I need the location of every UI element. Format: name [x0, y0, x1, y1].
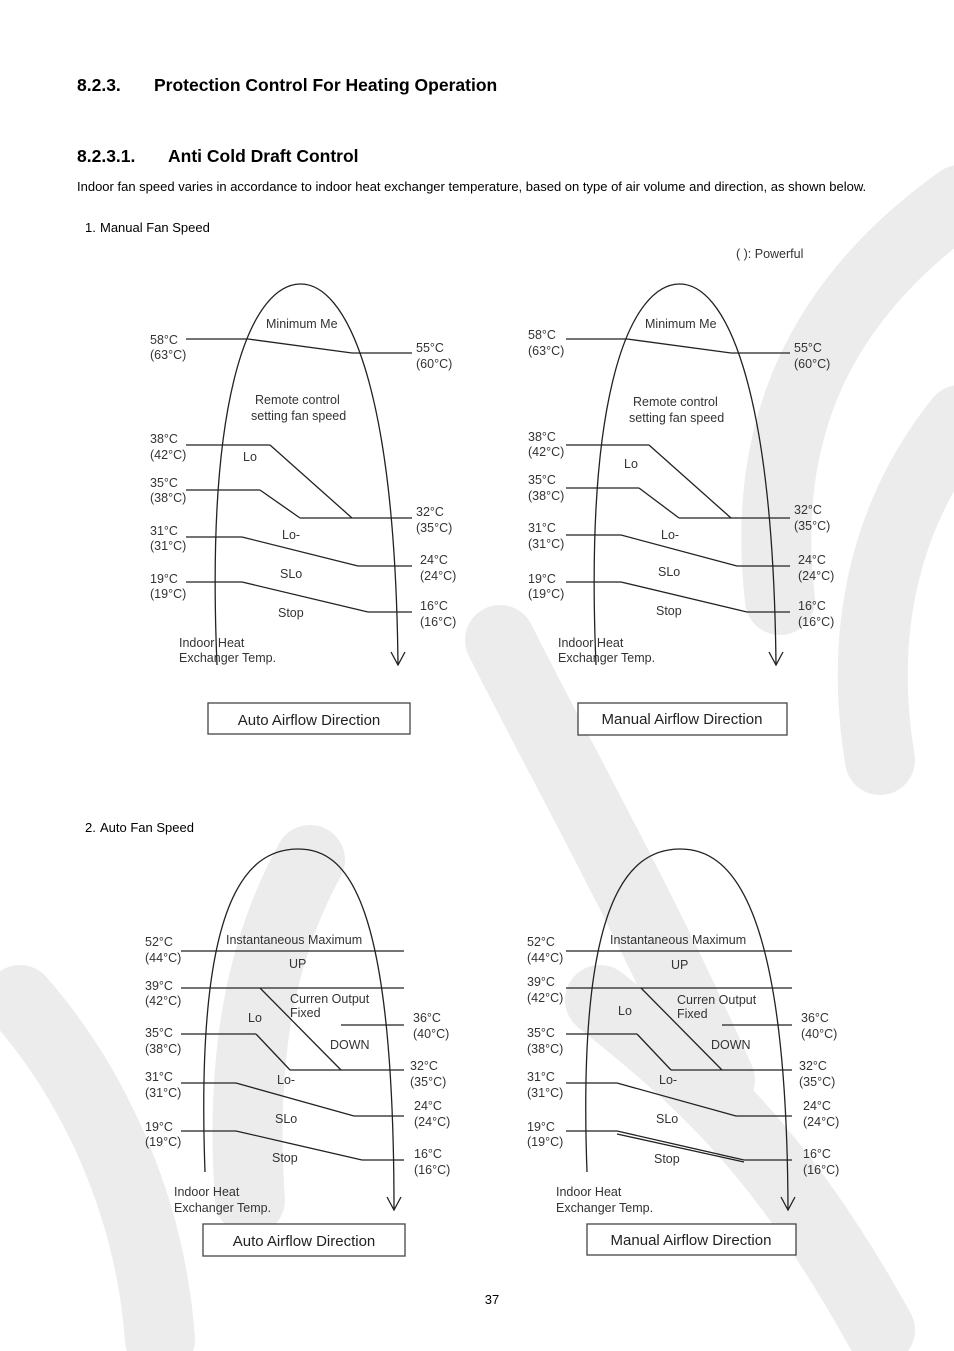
subsection-number: 8.2.3.1.	[77, 146, 136, 166]
zone-lo-minus: Lo-	[277, 1073, 296, 1087]
right-temp: 32°C	[799, 1059, 827, 1073]
zone-current-output-line1: Curren Output	[290, 992, 370, 1006]
control-curve	[204, 849, 394, 1210]
right-temp: 55°C	[416, 341, 444, 355]
manual-airflow-direction-label: Manual Airflow Direction	[610, 1232, 772, 1249]
auto-airflow-direction-label: Auto Airflow Direction	[232, 1233, 376, 1250]
left-temp-powerful: (42°C)	[527, 991, 564, 1005]
right-temp-powerful: (16°C)	[803, 1163, 840, 1177]
right-temp-powerful: (16°C)	[420, 615, 457, 629]
zone-lo: Lo	[248, 1011, 262, 1025]
axis-label-line1: Indoor Heat	[556, 1185, 622, 1199]
left-temp-powerful: (31°C)	[145, 1086, 182, 1100]
right-temp: 16°C	[414, 1147, 442, 1161]
right-temp-powerful: (40°C)	[413, 1027, 450, 1041]
left-temp: 39°C	[527, 975, 555, 989]
subsection-title: Anti Cold Draft Control	[168, 146, 359, 166]
left-temp: 31°C	[145, 1070, 173, 1084]
right-temp-powerful: (24°C)	[803, 1115, 840, 1129]
right-temp: 16°C	[420, 599, 448, 613]
zone-stop: Stop	[272, 1151, 298, 1165]
zone-stop: Stop	[278, 606, 304, 620]
right-temp: 16°C	[798, 599, 826, 613]
left-temp: 19°C	[527, 1120, 555, 1134]
right-temp-powerful: (24°C)	[798, 569, 835, 583]
left-temp: 31°C	[150, 524, 178, 538]
section-number: 8.2.3.	[77, 75, 121, 95]
left-temp: 35°C	[145, 1026, 173, 1040]
right-temp-powerful: (40°C)	[801, 1027, 838, 1041]
zone-up: UP	[289, 957, 307, 971]
part2-label: Auto Fan Speed	[100, 820, 194, 835]
zone-up: UP	[671, 958, 689, 972]
right-temp-powerful: (24°C)	[414, 1115, 451, 1129]
zone-down: DOWN	[711, 1038, 751, 1052]
zone-remote-line2: setting fan speed	[251, 409, 347, 423]
axis-label-line1: Indoor Heat	[179, 636, 245, 650]
zone-lo-minus: Lo-	[661, 528, 680, 542]
powerful-note: ( ): Powerful	[736, 247, 804, 261]
right-temp-powerful: (16°C)	[798, 615, 835, 629]
right-temp-powerful: (35°C)	[794, 519, 831, 533]
left-temp: 39°C	[145, 979, 173, 993]
left-temp-powerful: (42°C)	[145, 994, 182, 1008]
right-temp: 32°C	[416, 505, 444, 519]
control-curve	[594, 284, 776, 665]
right-temp: 32°C	[794, 503, 822, 517]
left-temp: 31°C	[527, 1070, 555, 1084]
diagram-auto-fan-manual-airflow	[527, 849, 839, 1255]
left-temp-powerful: (38°C)	[528, 489, 565, 503]
left-temp-powerful: (38°C)	[145, 1042, 182, 1056]
left-temp: 19°C	[150, 572, 178, 586]
axis-label-line2: Exchanger Temp.	[558, 651, 656, 665]
auto-airflow-direction-label: Auto Airflow Direction	[237, 712, 381, 729]
axis-label-line1: Indoor Heat	[558, 636, 624, 650]
right-temp: 24°C	[420, 553, 448, 567]
left-temp: 35°C	[150, 476, 178, 490]
zone-slo: SLo	[656, 1112, 679, 1126]
axis-label-line2: Exchanger Temp.	[174, 1201, 272, 1215]
section-heading	[77, 75, 497, 96]
right-temp-powerful: (35°C)	[416, 521, 453, 535]
manual-airflow-direction-label: Manual Airflow Direction	[601, 711, 763, 728]
axis-label-line1: Indoor Heat	[174, 1185, 240, 1199]
subsection-heading	[77, 146, 359, 167]
left-temp: 38°C	[528, 430, 556, 444]
right-temp: 55°C	[794, 341, 822, 355]
zone-lo-minus: Lo-	[282, 528, 301, 542]
left-temp-powerful: (38°C)	[527, 1042, 564, 1056]
right-temp-powerful: (60°C)	[416, 357, 453, 371]
part1-label: Manual Fan Speed	[100, 220, 210, 235]
left-temp: 19°C	[145, 1120, 173, 1134]
part2-number: 2.	[85, 820, 96, 835]
intro-paragraph: Indoor fan speed varies in accordance to indoor heat exchanger temperature, based on type of air volume and direction, as shown below.	[77, 179, 867, 194]
left-temp-powerful: (63°C)	[528, 344, 565, 358]
part2-heading	[85, 820, 194, 835]
left-temp-powerful: (31°C)	[528, 537, 565, 551]
zone-lo: Lo	[618, 1004, 632, 1018]
zone-current-output-line2: Fixed	[677, 1007, 708, 1021]
left-temp-powerful: (19°C)	[528, 587, 565, 601]
right-temp-powerful: (16°C)	[414, 1163, 451, 1177]
left-temp-powerful: (31°C)	[150, 539, 187, 553]
left-temp: 35°C	[528, 473, 556, 487]
zone-slo: SLo	[658, 565, 681, 579]
right-temp: 36°C	[413, 1011, 441, 1025]
left-temp: 19°C	[528, 572, 556, 586]
zone-stop: Stop	[656, 604, 682, 618]
left-temp-powerful: (44°C)	[527, 951, 564, 965]
section-title: Protection Control For Heating Operation	[154, 75, 498, 95]
left-temp-powerful: (42°C)	[150, 448, 187, 462]
control-curve	[215, 284, 398, 665]
zone-lo: Lo	[243, 450, 257, 464]
zone-minimum: Minimum Me	[266, 317, 338, 331]
left-temp-powerful: (63°C)	[150, 348, 187, 362]
diagram-auto-fan-auto-airflow	[145, 849, 450, 1256]
left-temp: 31°C	[528, 521, 556, 535]
right-temp: 24°C	[798, 553, 826, 567]
left-temp-powerful: (44°C)	[145, 951, 182, 965]
diagram-manual-fan-manual-airflow	[528, 284, 834, 735]
zone-slo: SLo	[275, 1112, 298, 1126]
left-temp: 52°C	[527, 935, 555, 949]
left-temp-powerful: (19°C)	[150, 587, 187, 601]
left-temp-powerful: (19°C)	[527, 1135, 564, 1149]
zone-instantaneous-maximum: Instantaneous Maximum	[226, 933, 363, 947]
right-temp: 24°C	[803, 1099, 831, 1113]
right-temp-powerful: (24°C)	[420, 569, 457, 583]
axis-label-line2: Exchanger Temp.	[179, 651, 277, 665]
zone-lo: Lo	[624, 457, 638, 471]
diagram-manual-fan-auto-airflow	[150, 284, 456, 734]
right-temp: 24°C	[414, 1099, 442, 1113]
zone-current-output-line2: Fixed	[290, 1006, 321, 1020]
left-temp-powerful: (19°C)	[145, 1135, 182, 1149]
left-temp: 52°C	[145, 935, 173, 949]
zone-instantaneous-maximum: Instantaneous Maximum	[610, 933, 747, 947]
zone-remote-line2: setting fan speed	[629, 411, 725, 425]
right-temp-powerful: (60°C)	[794, 357, 831, 371]
zone-stop: Stop	[654, 1152, 680, 1166]
page-number: 37	[484, 1292, 500, 1307]
zone-current-output-line1: Curren Output	[677, 993, 757, 1007]
left-temp-powerful: (42°C)	[528, 445, 565, 459]
zone-remote-line1: Remote control	[633, 395, 718, 409]
right-temp: 36°C	[801, 1011, 829, 1025]
zone-lo-minus: Lo-	[659, 1073, 678, 1087]
right-temp: 16°C	[803, 1147, 831, 1161]
left-temp: 35°C	[527, 1026, 555, 1040]
right-temp: 32°C	[410, 1059, 438, 1073]
right-temp-powerful: (35°C)	[410, 1075, 447, 1089]
part1-heading	[85, 220, 210, 235]
right-temp-powerful: (35°C)	[799, 1075, 836, 1089]
axis-label-line2: Exchanger Temp.	[556, 1201, 654, 1215]
control-curve	[586, 849, 788, 1210]
zone-minimum: Minimum Me	[645, 317, 717, 331]
left-temp: 58°C	[150, 333, 178, 347]
zone-down: DOWN	[330, 1038, 370, 1052]
left-temp-powerful: (31°C)	[527, 1086, 564, 1100]
left-temp: 58°C	[528, 328, 556, 342]
zone-remote-line1: Remote control	[255, 393, 340, 407]
left-temp-powerful: (38°C)	[150, 491, 187, 505]
part1-number: 1.	[85, 220, 96, 235]
zone-slo: SLo	[280, 567, 303, 581]
left-temp: 38°C	[150, 432, 178, 446]
